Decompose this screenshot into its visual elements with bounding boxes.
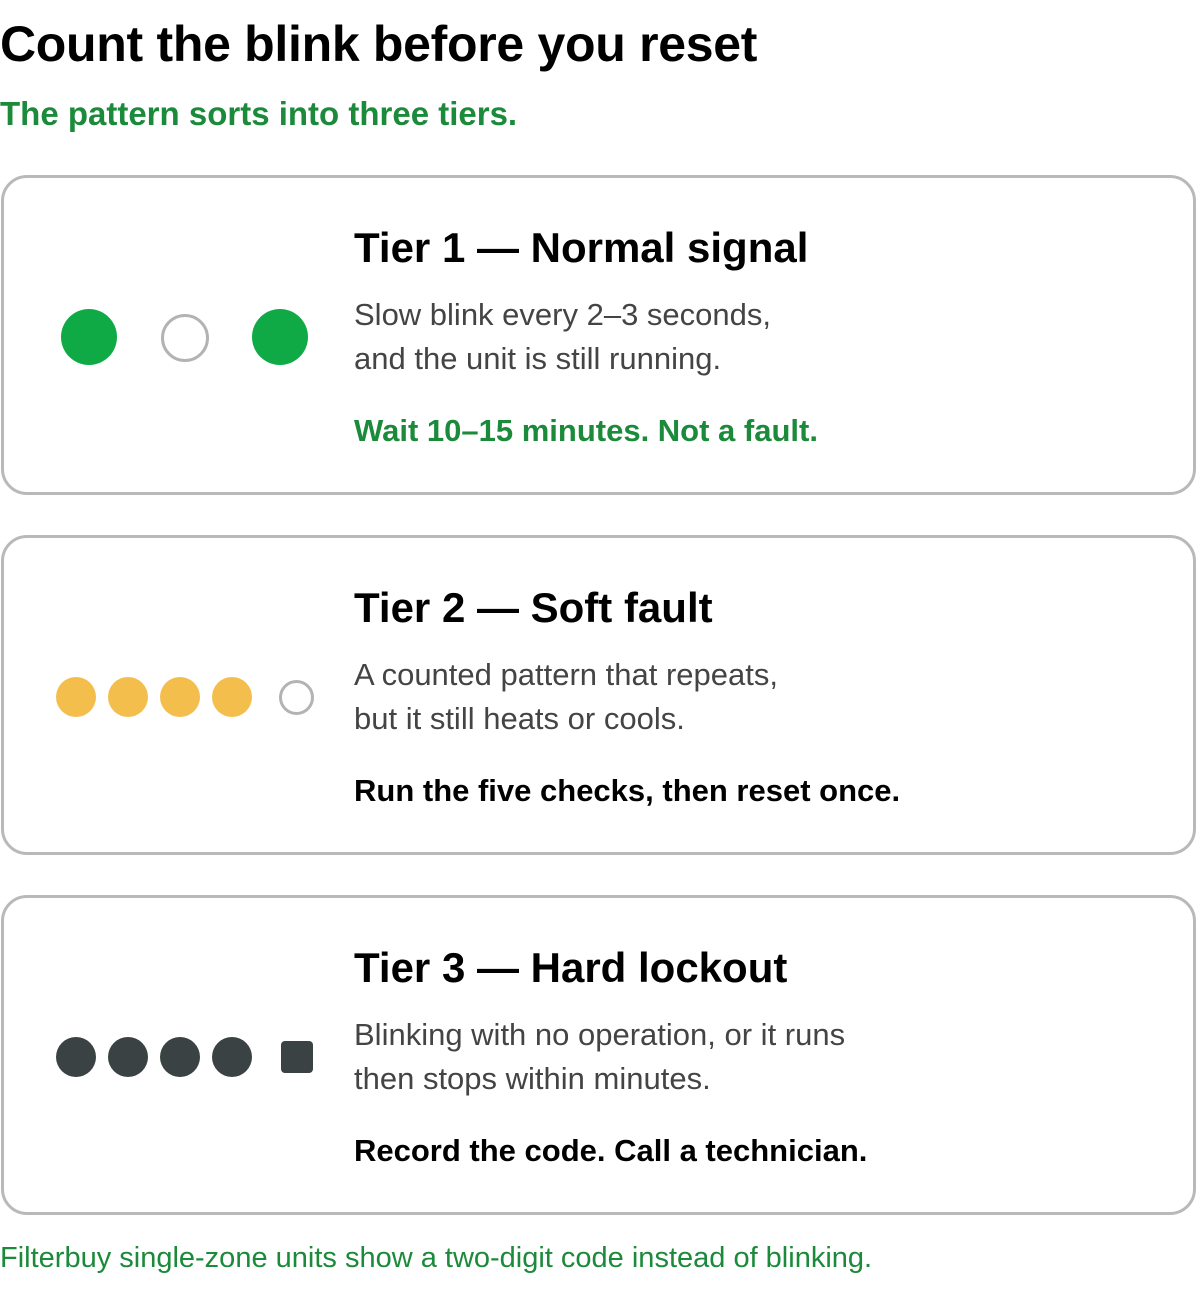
blink-off-dot [161,314,209,362]
blink-on-dot [108,677,148,717]
solid-stop-square [281,1041,313,1073]
blink-on-dot [212,1037,252,1077]
tier-description [354,293,771,381]
tier-action: Wait 10–15 minutes. Not a fault. [354,413,818,448]
blink-on-dot [56,1037,96,1077]
tier-description-line: Blinking with no operation, or it runs [354,1017,846,1052]
counted-blink-pattern-icon [4,538,334,852]
tier-title: Tier 1 — Normal signal [354,224,809,271]
lockout-pattern-icon [4,898,334,1212]
tier-description [354,653,778,741]
tier-action: Run the five checks, then reset once. [354,773,901,808]
blink-on-dot [61,309,117,365]
footnote: Filterbuy single-zone units show a two-digit code instead of blinking. [0,1242,873,1274]
tier-title: Tier 3 — Hard lockout [354,944,788,991]
blink-on-dot [56,677,96,717]
blink-on-dot [252,309,308,365]
page-title: Count the blink before you reset [0,16,758,72]
tier-action: Record the code. Call a technician. [354,1133,868,1168]
page-subtitle: The pattern sorts into three tiers. [0,95,518,132]
tier-card-2 [1,535,1196,855]
blink-on-dot [212,677,252,717]
blink-off-dot [279,680,314,715]
tier-description-line: A counted pattern that repeats, [354,657,778,692]
slow-blink-pattern-icon [4,178,334,492]
tier-description-line: Slow blink every 2–3 seconds, [354,297,772,332]
tier-description-line: and the unit is still running. [354,341,722,376]
tier-description-line: then stops within minutes. [354,1061,711,1096]
blink-on-dot [160,1037,200,1077]
blink-on-dot [108,1037,148,1077]
tier-card-1 [1,175,1196,495]
tier-description [354,1013,845,1101]
tier-card-3 [1,895,1196,1215]
blink-on-dot [160,677,200,717]
tier-title: Tier 2 — Soft fault [354,584,713,631]
tier-description-line: but it still heats or cools. [354,701,685,736]
